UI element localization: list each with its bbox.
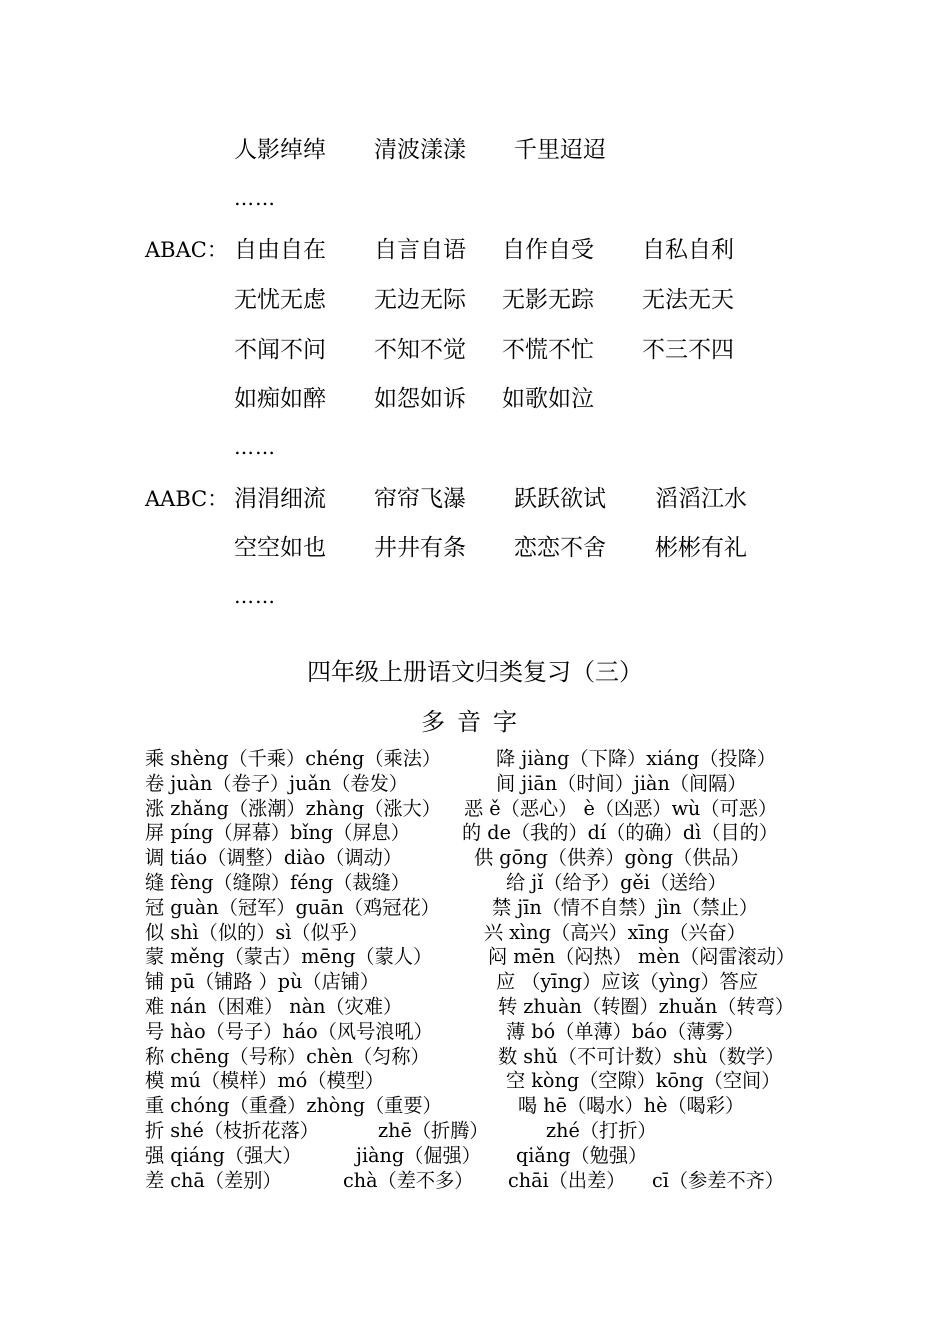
idiom: 自言自语 bbox=[374, 237, 466, 263]
idiom: 人影绰绰 bbox=[234, 137, 326, 163]
idiom: 不知不觉 bbox=[374, 337, 466, 363]
polyphone-entry: 禁 jīn（情不自禁）jìn（禁止） bbox=[492, 896, 759, 919]
idiom: 清波漾漾 bbox=[374, 137, 466, 163]
polyphone-entry: 缝 fèng（缝隙）féng（裁缝） bbox=[145, 871, 410, 894]
idiom: 如怨如诉 bbox=[374, 386, 466, 412]
polyphone-entry: 差 chā（差别） bbox=[145, 1169, 282, 1192]
polyphone-entry: 冠 guàn（冠军）guān（鸡冠花） bbox=[145, 896, 440, 919]
idiom: 自作自受 bbox=[502, 237, 594, 263]
polyphone-entry: 薄 bó（单薄）báo（薄雾） bbox=[506, 1020, 744, 1043]
idiom: 无忧无虑 bbox=[234, 287, 326, 313]
polyphone-entry: 似 shì（似的）sì（似乎） bbox=[145, 921, 369, 944]
polyphone-entry: 涨 zhǎng（涨潮）zhàng（涨大） bbox=[145, 797, 441, 820]
polyphone-entry: 强 qiáng（强大） bbox=[145, 1144, 302, 1167]
abac-label: ABAC： bbox=[145, 238, 228, 262]
idiom: 跃跃欲试 bbox=[514, 486, 606, 512]
polyphone-entry: 蒙 měng（蒙古）mēng（蒙人） bbox=[145, 945, 433, 968]
polyphone-entry: chà（差不多） bbox=[343, 1169, 474, 1192]
polyphone-entry: 数 shǔ（不可计数）shù（数学） bbox=[498, 1045, 785, 1068]
polyphone-entry: cī（参差不齐） bbox=[652, 1169, 785, 1192]
idiom: 彬彬有礼 bbox=[655, 535, 747, 561]
ellipsis: …… bbox=[234, 435, 276, 459]
section-subtitle: 多音字 bbox=[421, 708, 529, 736]
polyphone-entry: 喝 hē（喝水）hè（喝彩） bbox=[518, 1094, 745, 1117]
idiom: 自私自利 bbox=[642, 237, 734, 263]
polyphone-entry: 间 jiān（时间）jiàn（间隔） bbox=[496, 772, 747, 795]
polyphone-entry: 模 mú（模样）mó（模型） bbox=[145, 1069, 385, 1092]
polyphone-entry: 称 chēng（号称）chèn（匀称） bbox=[145, 1045, 430, 1068]
polyphone-entry: 的 de（我的）dí（的确）dì（目的） bbox=[462, 821, 779, 844]
polyphone-entry: 空 kòng（空隙）kōng（空间） bbox=[506, 1069, 781, 1092]
idiom: 自由自在 bbox=[234, 237, 326, 263]
idiom: 涓涓细流 bbox=[234, 486, 326, 512]
idiom: 无边无际 bbox=[374, 287, 466, 313]
idiom: 如痴如醉 bbox=[234, 386, 326, 412]
polyphone-entry: 闷 mēn（闷热） mèn（闷雷滚动） bbox=[488, 945, 796, 968]
idiom: 不闻不问 bbox=[234, 337, 326, 363]
idiom: 无影无踪 bbox=[502, 287, 594, 313]
polyphone-entry: 重 chóng（重叠）zhòng（重要） bbox=[145, 1094, 442, 1117]
idiom: 不慌不忙 bbox=[502, 337, 594, 363]
polyphone-entry: qiǎng（勉强） bbox=[516, 1144, 648, 1167]
aabc-label: AABC： bbox=[145, 487, 229, 511]
idiom: 滔滔江水 bbox=[655, 486, 747, 512]
polyphone-entry: 应 （yīng）应该（yìng）答应 bbox=[496, 970, 759, 993]
polyphone-entry: 难 nán（困难） nàn（灾难） bbox=[145, 995, 403, 1018]
polyphone-entry: chāi（出差） bbox=[508, 1169, 626, 1192]
polyphone-entry: 供 gōng（供养）gòng（供品） bbox=[474, 846, 750, 869]
idiom: 千里迢迢 bbox=[514, 137, 606, 163]
idiom: 帘帘飞瀑 bbox=[374, 486, 466, 512]
polyphone-entry: 兴 xìng（高兴）xīng（兴奋） bbox=[484, 921, 746, 944]
polyphone-entry: 乘 shèng（千乘）chéng（乘法） bbox=[145, 747, 442, 770]
idiom: 恋恋不舍 bbox=[514, 535, 606, 561]
polyphone-entry: 给 jǐ（给予）gěi（送给） bbox=[506, 871, 727, 894]
ellipsis: …… bbox=[234, 584, 276, 608]
section-title: 四年级上册语文归类复习（三） bbox=[307, 658, 643, 686]
polyphone-entry: 降 jiàng（下降）xiáng（投降） bbox=[496, 747, 776, 770]
idiom: 井井有条 bbox=[374, 535, 466, 561]
ellipsis: …… bbox=[234, 186, 276, 210]
polyphone-entry: zhē（折腾） bbox=[378, 1119, 489, 1142]
idiom: 如歌如泣 bbox=[502, 386, 594, 412]
polyphone-entry: 转 zhuàn（转圈）zhuǎn（转弯） bbox=[498, 995, 795, 1018]
polyphone-entry: 恶 ě（恶心） è（凶恶）wù（可恶） bbox=[464, 797, 778, 820]
idiom: 空空如也 bbox=[234, 535, 326, 561]
polyphone-entry: 折 shé（枝折花落） bbox=[145, 1119, 319, 1142]
polyphone-entry: 调 tiáo（调整）diào（调动） bbox=[145, 846, 403, 869]
idiom: 不三不四 bbox=[642, 337, 734, 363]
idiom: 无法无天 bbox=[642, 287, 734, 313]
polyphone-entry: jiàng（倔强） bbox=[356, 1144, 481, 1167]
polyphone-entry: 铺 pū（铺路 ）pù（店铺） bbox=[145, 970, 380, 993]
polyphone-entry: 号 hào（号子）háo（风号浪吼） bbox=[145, 1020, 433, 1043]
polyphone-entry: 屏 píng（屏幕）bǐng（屏息） bbox=[145, 821, 410, 844]
polyphone-entry: 卷 juàn（卷子）juǎn（卷发） bbox=[145, 772, 408, 795]
polyphone-entry: zhé（打折） bbox=[546, 1119, 657, 1142]
